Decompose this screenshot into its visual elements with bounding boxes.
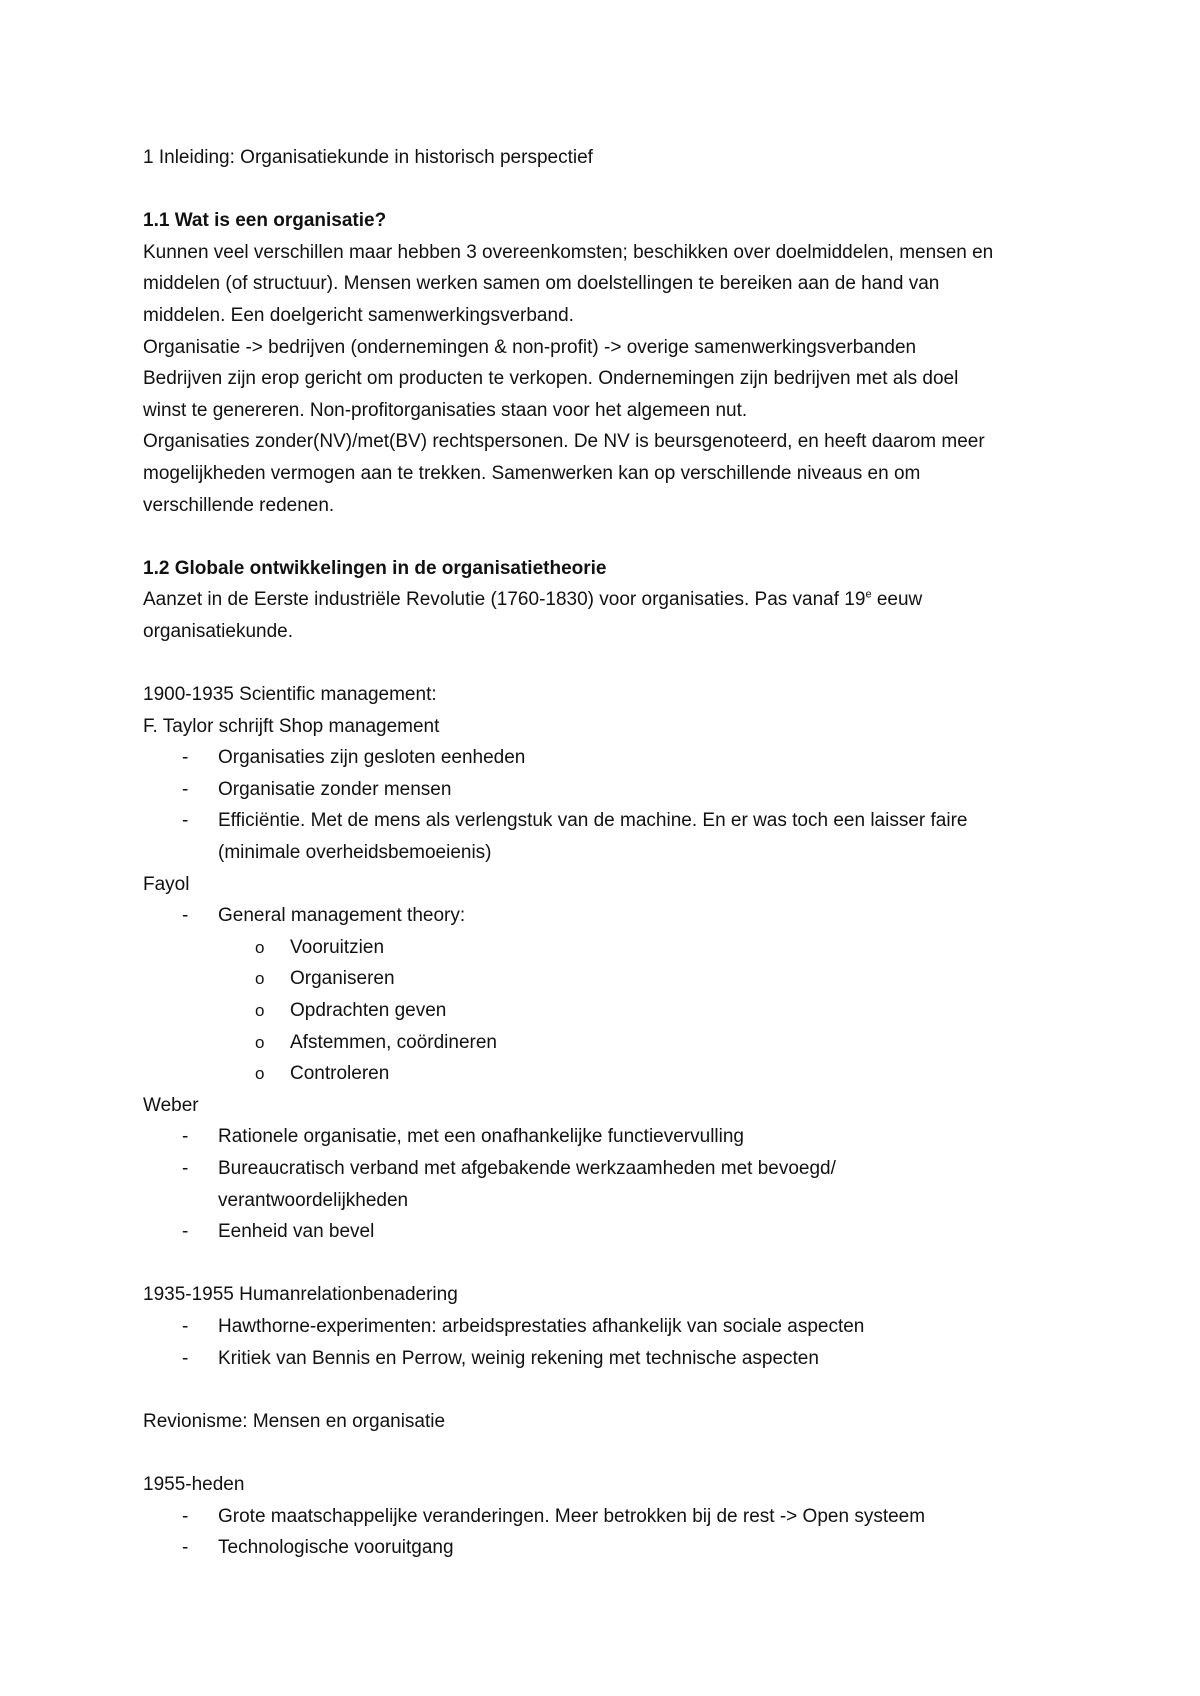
paragraph-line: mogelijkheden vermogen aan te trekken. Samenwerken kan op verschillende niveaus en om	[143, 462, 921, 484]
document-page	[143, 142, 1073, 1564]
spacer	[143, 521, 1073, 553]
paragraph-line: winst te genereren. Non-profitorganisaties staan voor het algemeen nut.	[143, 399, 748, 421]
spacer	[143, 1437, 1073, 1469]
paragraph-line: organisatiekunde.	[143, 620, 293, 642]
list-item: - Kritiek van Bennis en Perrow, weinig rekening met technische aspecten	[143, 1343, 1073, 1375]
list-item: - Efficiëntie. Met de mens als verlengstuk van de machine. En er was toch een laisser faire	[143, 805, 1073, 837]
author-taylor: F. Taylor schrijft Shop management	[143, 715, 440, 737]
paragraph-line: verschillende redenen.	[143, 494, 335, 516]
sub-list-item: o Organiseren	[143, 963, 1073, 995]
list-item: - Technologische vooruitgang	[143, 1532, 1073, 1564]
paragraph-line: middelen (of structuur). Mensen werken samen om doelstellingen te bereiken aan de hand van	[143, 273, 940, 295]
spacer	[143, 174, 1073, 206]
sub-list-item: o Opdrachten geven	[143, 995, 1073, 1027]
list-item: - Hawthorne-experimenten: arbeidsprestaties afhankelijk van sociale aspecten	[143, 1311, 1073, 1343]
list-item: - Bureaucratisch verband met afgebakende werkzaamheden met bevoegd/	[143, 1153, 1073, 1185]
paragraph-line: Kunnen veel verschillen maar hebben 3 overeenkomsten; beschikken over doelmiddelen, mensen en	[143, 241, 994, 263]
author-weber: Weber	[143, 1094, 199, 1116]
list-item-continuation: verantwoordelijkheden	[218, 1189, 409, 1211]
spacer	[143, 1374, 1073, 1406]
list-item: - General management theory:	[143, 900, 1073, 932]
paragraph-line: Bedrijven zijn erop gericht om producten te verkopen. Ondernemingen zijn bedrijven met als doel	[143, 368, 959, 390]
intro-text-end: eeuw	[871, 589, 923, 611]
sub-list-item: o Vooruitzien	[143, 932, 1073, 964]
period-title-present: 1955-heden	[143, 1473, 245, 1495]
list-item: - Organisatie zonder mensen	[143, 774, 1073, 806]
chapter-title: 1 Inleiding: Organisatiekunde in historisch perspectief	[143, 147, 593, 168]
paragraph-line: middelen. Een doelgericht samenwerkingsverband.	[143, 304, 574, 326]
revisionism-line: Revionisme: Mensen en organisatie	[143, 1410, 446, 1432]
section-heading-1-1: 1.1 Wat is een organisatie?	[143, 210, 387, 232]
list-item: - Rationele organisatie, met een onafhankelijke functievervulling	[143, 1121, 1073, 1153]
list-item-continuation: (minimale overheidsbemoeienis)	[218, 842, 492, 864]
sub-list-item: o Afstemmen, coördineren	[143, 1027, 1073, 1059]
list-item: - Grote maatschappelijke veranderingen. Meer betrokken bij de rest -> Open systeem	[143, 1501, 1073, 1533]
list-item: - Organisaties zijn gesloten eenheden	[143, 742, 1073, 774]
paragraph-line	[143, 584, 1073, 616]
period-title-human-relations: 1935-1955 Humanrelationbenadering	[143, 1284, 458, 1306]
spacer	[143, 1248, 1073, 1280]
spacer	[143, 648, 1073, 680]
sub-list-item: o Controleren	[143, 1058, 1073, 1090]
period-title-scientific-management: 1900-1935 Scientific management:	[143, 684, 437, 706]
intro-text: Aanzet in de Eerste industriële Revolutie (1760-1830) voor organisaties. Pas vanaf 19	[143, 589, 866, 611]
author-fayol: Fayol	[143, 873, 190, 895]
section-heading-1-2: 1.2 Globale ontwikkelingen in de organisatietheorie	[143, 557, 607, 579]
paragraph-line: Organisaties zonder(NV)/met(BV) rechtspersonen. De NV is beursgenoteerd, en heeft daarom meer	[143, 431, 985, 453]
paragraph-line: Organisatie -> bedrijven (ondernemingen & non-profit) -> overige samenwerkingsverbanden	[143, 336, 917, 358]
superscript: e	[865, 588, 872, 601]
list-item: - Eenheid van bevel	[143, 1216, 1073, 1248]
